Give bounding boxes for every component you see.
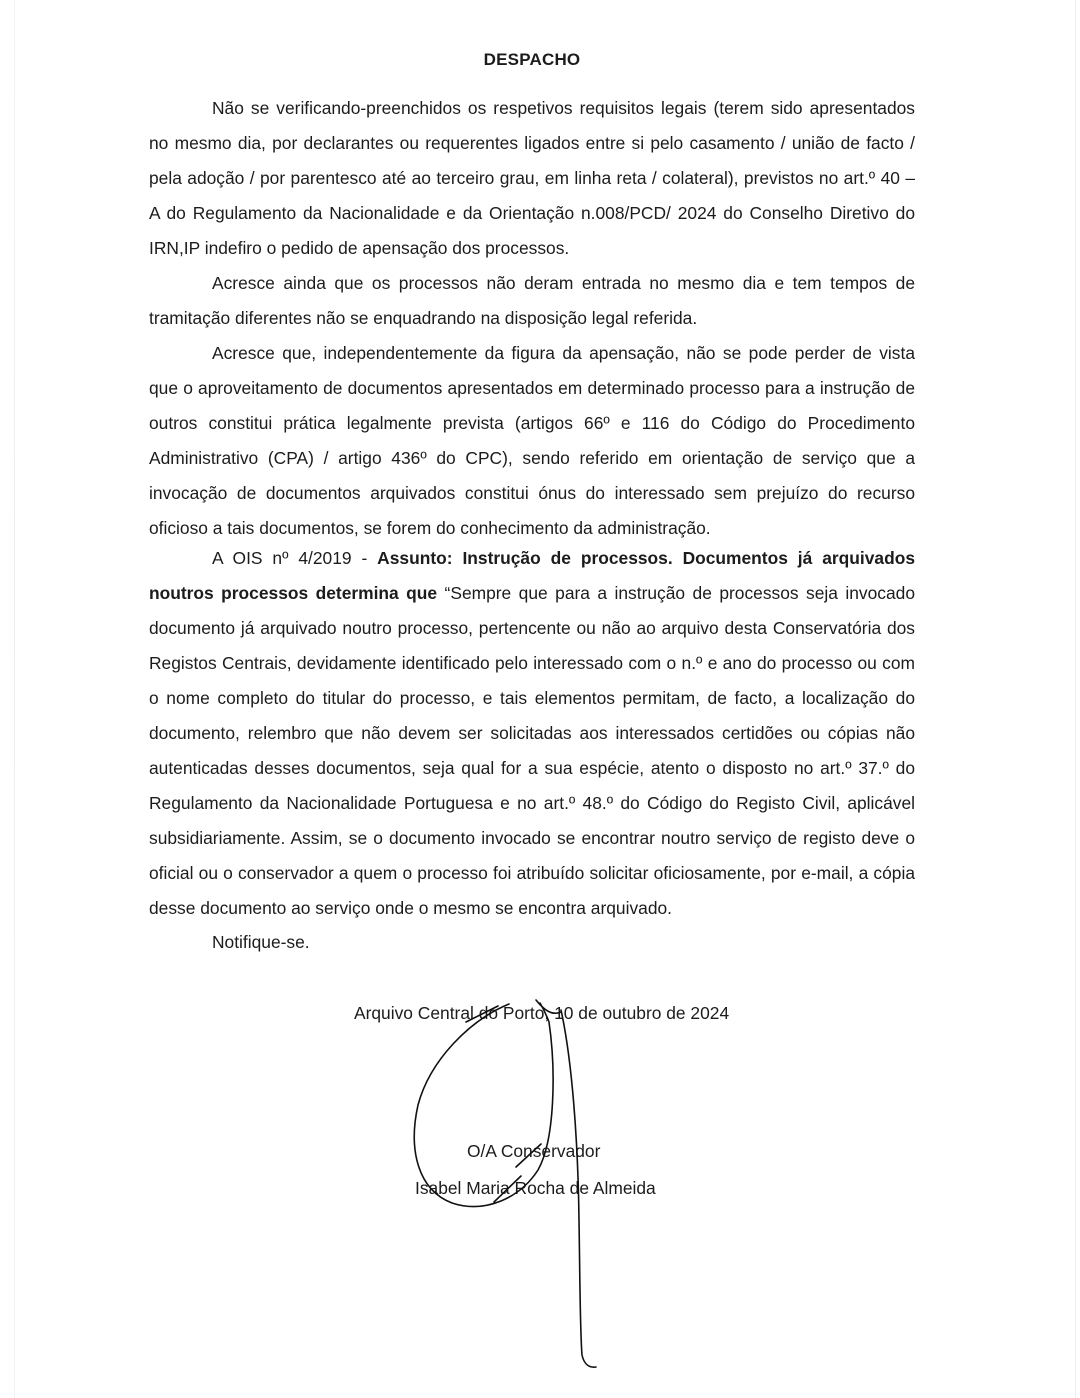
ois-reference: A OIS nº 4/2019 - xyxy=(212,548,378,568)
signer-name: Isabel Maria Rocha de Almeida xyxy=(415,1178,656,1198)
place-and-date: Arquivo Central do Porto, 10 de outubro de 2024 xyxy=(354,1003,730,1023)
page-scan-edge xyxy=(14,0,15,1398)
ois-subject: Assunto: Instrução de processos. Documentos já arquivados noutros processos determina que xyxy=(149,548,916,603)
paragraph-requirements: Não se verificando-preenchidos os respetivos requisitos legais (terem sido apresentados no mesmo dia, por declarantes ou requerentes ligados entre si pelo casamento / união de facto / pela adoção / por parentesco até ao terceiro grau, em linha reta / colateral), previstos no art.º 40 – A do Regulamento da Nacionalidade e da Orientação n.008/PCD/ 2024 do Conselho Diretivo do IRN,IP indefiro o pedido de apensação dos processos. xyxy=(149,98,915,258)
paragraph-ois-guidance xyxy=(149,541,915,926)
signer-role: O/A Conservador xyxy=(467,1141,601,1161)
document-title: DESPACHO xyxy=(483,50,581,69)
ois-quote: “Sempre que para a instrução de processos seja invocado documento já arquivado noutro processo, pertencente ou não ao arquivo desta Conservatória dos Registos Centrais, devidamente identificado pelo interessado com o n.º e ano do processo ou com o nome completo do titular do processo, e tais elementos permitam, de facto, a localização do documento, relembro que não devem ser solicitadas aos interessados certidões ou cópias não autenticadas desses documentos, seja qual for a sua espécie, atento o disposto no art.º 37.º do Regulamento da Nacionalidade Portuguesa e no art.º 48.º do Código do Registo Civil, aplicável subsidiariamente. Assim, se o documento invocado se encontrar noutro serviço de registo deve o oficial ou o conservador a quem o processo foi atribuído solicitar oficiosamente, por e-mail, a cópia desse documento ao serviço onde o mesmo se encontra arquivado. xyxy=(149,583,915,918)
paragraph-document-reuse: Acresce que, independentemente da figura da apensação, não se pode perder de vista que o aproveitamento de documentos apresentados em determinado processo para a instrução de outros constitui prática legalmente prevista (artigos 66º e 116 do Código do Procedimento Administrativo (CPA) / artigo 436º do CPC), sendo referido em orientação de serviço que a invocação de documentos arquivados constitui ónus do interessado sem prejuízo do recurso oficioso a tais documentos, se forem do conhecimento da administração. xyxy=(149,343,915,538)
paragraph-different-dates: Acresce ainda que os processos não deram entrada no mesmo dia e tem tempos de tramitação diferentes não se enquadrando na disposição legal referida. xyxy=(149,273,915,328)
closing-notice: Notifique-se. xyxy=(212,932,310,952)
page-scan-edge xyxy=(1075,0,1076,1398)
